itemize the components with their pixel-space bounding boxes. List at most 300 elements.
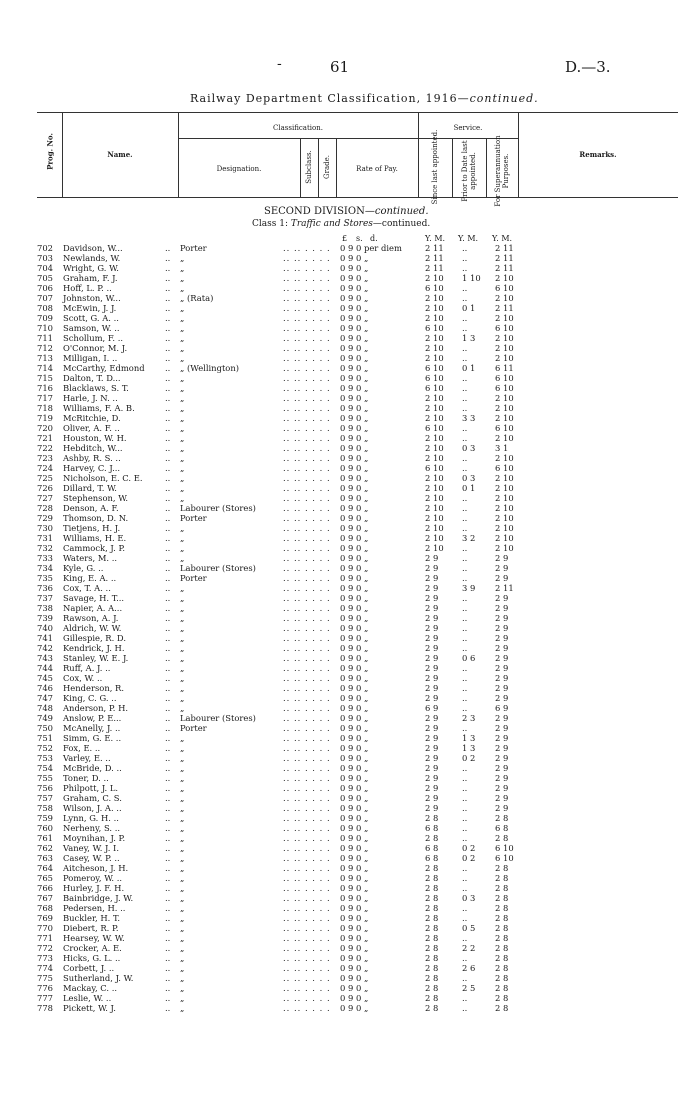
employee-name: Aldrich, W. W. [63,623,122,633]
service-prior: .. [462,783,468,793]
staff-table-body [0,243,700,1013]
employee-name: Milligan, I. .. [63,353,118,363]
leader-dots: .. [165,323,171,333]
leader-dots-pay: .. .. . . . . [283,583,331,593]
leader-dots-pay: .. .. . . . . [283,993,331,1003]
employee-name: Corbett, J. .. [63,963,115,973]
rate-of-pay: 0 9 0 „ [340,933,369,943]
employee-name: Newlands, W. [63,253,121,263]
rate-of-pay: 0 9 0 „ [340,953,369,963]
service-since-last: 6 10 [425,373,444,383]
service-since-last: 2 8 [425,973,439,983]
table-row [0,313,700,323]
rate-of-pay: 0 9 0 „ [340,853,369,863]
service-superannuation: 2 8 [495,923,509,933]
service-since-last: 2 10 [425,313,444,323]
column-header-prog-no: Prog. No. [45,133,55,170]
designation: „ [180,353,185,363]
leader-dots: .. [165,263,171,273]
service-superannuation: 2 9 [495,563,509,573]
prog-number: 750 [37,723,53,733]
designation: „ [180,843,185,853]
prog-number: 713 [37,353,53,363]
header-bottom-rule [37,197,678,198]
leader-dots: .. [165,743,171,753]
designation: „ [180,553,185,563]
rate-of-pay: 0 9 0 „ [340,533,369,543]
table-row [0,513,700,523]
col-divider [452,138,453,197]
rate-of-pay: 0 9 0 „ [340,743,369,753]
leader-dots: .. [165,993,171,1003]
prog-number: 711 [37,333,53,343]
rate-of-pay: 0 9 0 „ [340,813,369,823]
designation: „ [180,803,185,813]
leader-dots-pay: .. .. . . . . [283,523,331,533]
service-since-last: 2 9 [425,613,439,623]
prog-number: 736 [37,583,53,593]
table-row [0,583,700,593]
rate-of-pay: 0 9 0 „ [340,773,369,783]
page-dash: - [277,56,282,72]
designation: „ [180,643,185,653]
service-since-last: 2 9 [425,783,439,793]
service-superannuation: 2 10 [495,393,514,403]
prog-number: 719 [37,413,53,423]
column-header-name: Name. [107,150,133,159]
designation: „ [180,393,185,403]
service-since-last: 2 9 [425,673,439,683]
leader-dots: .. [165,683,171,693]
service-superannuation: 2 9 [495,643,509,653]
table-row [0,1003,700,1013]
service-superannuation: 2 8 [495,873,509,883]
prog-number: 756 [37,783,53,793]
service-superannuation: 6 10 [495,383,514,393]
table-row [0,763,700,773]
service-superannuation: 2 9 [495,793,509,803]
leader-dots: .. [165,943,171,953]
employee-name: Houston, W. H. [63,433,127,443]
employee-name: Dillard, T. W. [63,483,117,493]
rate-of-pay: 0 9 0 „ [340,753,369,763]
rate-of-pay: 0 9 0 „ [340,403,369,413]
service-since-last: 2 8 [425,993,439,1003]
service-superannuation: 2 10 [495,513,514,523]
class-heading [252,219,430,229]
service-superannuation: 2 8 [495,913,509,923]
leader-dots: .. [165,1003,171,1013]
service-superannuation: 2 10 [495,273,514,283]
designation: „ [180,633,185,643]
service-since-last: 6 8 [425,823,439,833]
designation: „ [180,703,185,713]
service-superannuation: 2 8 [495,963,509,973]
rate-of-pay: 0 9 0 „ [340,613,369,623]
table-row [0,713,700,723]
leader-dots: .. [165,733,171,743]
rate-of-pay: 0 9 0 „ [340,943,369,953]
employee-name: Henderson, R. [63,683,125,693]
prog-number: 709 [37,313,53,323]
leader-dots-pay: .. .. . . . . [283,413,331,423]
prog-number: 760 [37,823,53,833]
service-since-last: 2 9 [425,653,439,663]
leader-dots-pay: .. .. . . . . [283,753,331,763]
rate-of-pay: 0 9 0 „ [340,673,369,683]
employee-name: Cox, T. A. .. [63,583,111,593]
leader-dots: .. [165,773,171,783]
employee-name: Fox, E. .. [63,743,101,753]
leader-dots: .. [165,763,171,773]
service-since-last: 2 10 [425,543,444,553]
leader-dots-pay: .. .. . . . . [283,733,331,743]
service-prior: 0 6 [462,653,476,663]
table-row [0,993,700,1003]
service-since-last: 6 9 [425,703,439,713]
service-superannuation: 2 8 [495,893,509,903]
table-row [0,393,700,403]
rate-of-pay: 0 9 0 „ [340,443,369,453]
leader-dots: .. [165,453,171,463]
employee-name: Bainbridge, J. W. [63,893,134,903]
rate-of-pay: 0 9 0 „ [340,583,369,593]
table-row [0,593,700,603]
service-since-last: 2 8 [425,893,439,903]
designation: „ [180,963,185,973]
leader-dots-pay: .. .. . . . . [283,383,331,393]
service-superannuation: 2 10 [495,493,514,503]
designation: „ [180,853,185,863]
rate-of-pay: 0 9 0 „ [340,903,369,913]
service-prior: 2 6 [462,963,476,973]
table-row [0,473,700,483]
leader-dots-pay: .. .. . . . . [283,303,331,313]
employee-name: McAnelly, J. .. [63,723,121,733]
employee-name: Ashby, R. S. .. [63,453,121,463]
employee-name: Gillespie, R. D. [63,633,127,643]
service-prior: 2 2 [462,943,476,953]
leader-dots-pay: .. .. . . . . [283,363,331,373]
table-row [0,573,700,583]
designation: „ [180,773,185,783]
service-prior: .. [462,973,468,983]
service-superannuation: 2 10 [495,413,514,423]
leader-dots-pay: .. .. . . . . [283,273,331,283]
table-row [0,293,700,303]
service-superannuation: 2 9 [495,603,509,613]
designation: „ [180,273,185,283]
designation: „ [180,263,185,273]
designation: „ [180,903,185,913]
service-superannuation: 2 10 [495,453,514,463]
employee-name: Wilson, J. A. .. [63,803,122,813]
employee-name: Stanley, W. E. J. [63,653,129,663]
service-superannuation: 2 8 [495,813,509,823]
service-superannuation: 6 10 [495,843,514,853]
leader-dots: .. [165,713,171,723]
table-row [0,623,700,633]
service-since-last: 2 9 [425,643,439,653]
service-superannuation: 2 11 [495,253,514,263]
service-since-last: 2 9 [425,723,439,733]
unit-years-months-since: Y. M. [425,234,446,243]
table-row [0,463,700,473]
leader-dots-pay: .. .. . . . . [283,943,331,953]
leader-dots: .. [165,693,171,703]
service-prior: .. [462,423,468,433]
leader-dots-pay: .. .. . . . . [283,873,331,883]
table-row [0,253,700,263]
prog-number: 747 [37,693,53,703]
header-top-rule [37,112,678,113]
employee-name: Casey, W. P. .. [63,853,120,863]
employee-name: Williams, F. A. B. [63,403,135,413]
service-since-last: 2 8 [425,943,439,953]
unit-pence: d. [370,234,378,243]
service-since-last: 2 11 [425,243,444,253]
leader-dots-pay: .. .. . . . . [283,1003,331,1013]
rate-of-pay: 0 9 0 „ [340,433,369,443]
leader-dots: .. [165,863,171,873]
prog-number: 769 [37,913,53,923]
employee-name: Vaney, W. J. I. [63,843,120,853]
service-since-last: 2 9 [425,733,439,743]
service-superannuation: 2 11 [495,243,514,253]
leader-dots: .. [165,703,171,713]
rate-of-pay: 0 9 0 „ [340,683,369,693]
designation: „ [180,303,185,313]
service-superannuation: 2 8 [495,993,509,1003]
leader-dots-pay: .. .. . . . . [283,593,331,603]
designation: „ [180,683,185,693]
service-since-last: 2 9 [425,803,439,813]
prog-number: 742 [37,643,53,653]
service-since-last: 2 10 [425,273,444,283]
designation: „ [180,913,185,923]
employee-name: Thomson, D. N. [63,513,129,523]
service-since-last: 2 10 [425,293,444,303]
service-prior: 3 3 [462,413,476,423]
leader-dots-pay: .. .. . . . . [283,973,331,983]
designation: „ [180,943,185,953]
service-since-last: 2 10 [425,333,444,343]
designation: „ [180,983,185,993]
rate-of-pay: 0 9 0 „ [340,523,369,533]
leader-dots-pay: .. .. . . . . [283,253,331,263]
table-row [0,453,700,463]
service-prior: .. [462,883,468,893]
table-row [0,543,700,553]
prog-number: 730 [37,523,53,533]
service-superannuation: 2 8 [495,1003,509,1013]
designation: „ [180,403,185,413]
service-prior: .. [462,433,468,443]
service-prior: .. [462,543,468,553]
service-prior: 1 3 [462,333,476,343]
service-since-last: 2 9 [425,593,439,603]
rate-of-pay: 0 9 0 „ [340,703,369,713]
table-row [0,913,700,923]
table-row [0,493,700,503]
class-heading-suffix: —continued. [372,219,431,229]
employee-name: O'Connor, M. J. [63,343,128,353]
service-since-last: 2 9 [425,623,439,633]
employee-name: Leslie, W. .. [63,993,112,1003]
service-since-last: 2 8 [425,873,439,883]
prog-number: 758 [37,803,53,813]
prog-number: 702 [37,243,53,253]
service-since-last: 2 9 [425,573,439,583]
table-row [0,613,700,623]
designation: „ [180,813,185,823]
prog-number: 773 [37,953,53,963]
designation: „ [180,483,185,493]
leader-dots-pay: .. .. . . . . [283,553,331,563]
designation: „ [180,763,185,773]
rate-of-pay: 0 9 0 „ [340,913,369,923]
prog-number: 738 [37,603,53,613]
prog-number: 778 [37,1003,53,1013]
leader-dots: .. [165,463,171,473]
leader-dots: .. [165,293,171,303]
table-row [0,973,700,983]
service-prior: 1 10 [462,273,481,283]
service-superannuation: 2 9 [495,623,509,633]
leader-dots: .. [165,383,171,393]
leader-dots: .. [165,483,171,493]
rate-of-pay: 0 9 0 „ [340,793,369,803]
service-superannuation: 2 9 [495,753,509,763]
service-since-last: 2 9 [425,603,439,613]
table-row [0,333,700,343]
designation: Labourer (Stores) [180,713,256,723]
employee-name: Pomeroy, W. .. [63,873,123,883]
page-number: 61 [330,58,350,76]
employee-name: Graham, F. J. [63,273,118,283]
prog-number: 725 [37,473,53,483]
service-superannuation: 2 8 [495,863,509,873]
table-row [0,773,700,783]
designation: „ [180,253,185,263]
service-since-last: 2 10 [425,443,444,453]
service-superannuation: 2 10 [495,543,514,553]
service-prior: .. [462,773,468,783]
prog-number: 721 [37,433,53,443]
leader-dots: .. [165,933,171,943]
col-divider [486,138,487,197]
prog-number: 774 [37,963,53,973]
service-superannuation: 2 8 [495,833,509,843]
service-prior: .. [462,663,468,673]
designation: „ [180,433,185,443]
service-superannuation: 2 10 [495,523,514,533]
prog-number: 744 [37,663,53,673]
employee-name: Johnston, W... [63,293,121,303]
column-header-subclass: Subclass. [305,150,313,184]
leader-dots: .. [165,503,171,513]
service-prior: 3 9 [462,583,476,593]
leader-dots: .. [165,963,171,973]
service-since-last: 6 10 [425,283,444,293]
rate-of-pay: 0 9 0 „ [340,623,369,633]
service-superannuation: 2 8 [495,973,509,983]
rate-of-pay: 0 9 0 „ [340,643,369,653]
employee-name: Graham, C. S. [63,793,122,803]
leader-dots: .. [165,493,171,503]
leader-dots-pay: .. .. . . . . [283,503,331,513]
leader-dots-pay: .. .. . . . . [283,393,331,403]
service-since-last: 2 9 [425,563,439,573]
service-prior: .. [462,623,468,633]
employee-name: Rawson, A. J. [63,613,119,623]
designation: „ [180,383,185,393]
rate-of-pay: 0 9 0 „ [340,663,369,673]
leader-dots-pay: .. .. . . . . [283,773,331,783]
leader-dots: .. [165,653,171,663]
service-since-last: 2 8 [425,923,439,933]
prog-number: 728 [37,503,53,513]
leader-dots: .. [165,543,171,553]
table-row [0,853,700,863]
service-prior: .. [462,933,468,943]
service-since-last: 6 8 [425,843,439,853]
service-prior: .. [462,563,468,573]
prog-number: 764 [37,863,53,873]
designation: „ [180,603,185,613]
leader-dots: .. [165,753,171,763]
column-header-grade: Grade. [323,155,331,179]
table-row [0,813,700,823]
rate-of-pay: 0 9 0 „ [340,733,369,743]
rate-of-pay: 0 9 0 „ [340,423,369,433]
table-row [0,383,700,393]
service-superannuation: 2 11 [495,303,514,313]
service-since-last: 2 10 [425,433,444,443]
leader-dots-pay: .. .. . . . . [283,493,331,503]
rate-of-pay: 0 9 0 „ [340,833,369,843]
leader-dots-pay: .. .. . . . . [283,713,331,723]
table-row [0,603,700,613]
leader-dots: .. [165,363,171,373]
prog-number: 767 [37,893,53,903]
unit-pound: £ [342,234,348,243]
table-row [0,413,700,423]
prog-number: 712 [37,343,53,353]
leader-dots: .. [165,473,171,483]
service-since-last: 2 9 [425,663,439,673]
table-row [0,753,700,763]
service-prior: .. [462,633,468,643]
prog-number: 753 [37,753,53,763]
rate-of-pay: 0 9 0 „ [340,983,369,993]
service-superannuation: 2 9 [495,673,509,683]
rate-of-pay: 0 9 0 „ [340,893,369,903]
designation: „ (Rata) [180,293,214,303]
employee-name: Stephenson, W. [63,493,129,503]
service-superannuation: 2 9 [495,633,509,643]
table-row [0,563,700,573]
rate-of-pay: 0 9 0 „ [340,463,369,473]
service-superannuation: 2 10 [495,433,514,443]
column-header-rate-of-pay: Rate of Pay. [356,165,398,173]
designation: „ [180,883,185,893]
leader-dots: .. [165,873,171,883]
rate-of-pay: 0 9 0 „ [340,993,369,1003]
table-row [0,663,700,673]
service-prior: .. [462,673,468,683]
service-prior: 0 2 [462,853,476,863]
